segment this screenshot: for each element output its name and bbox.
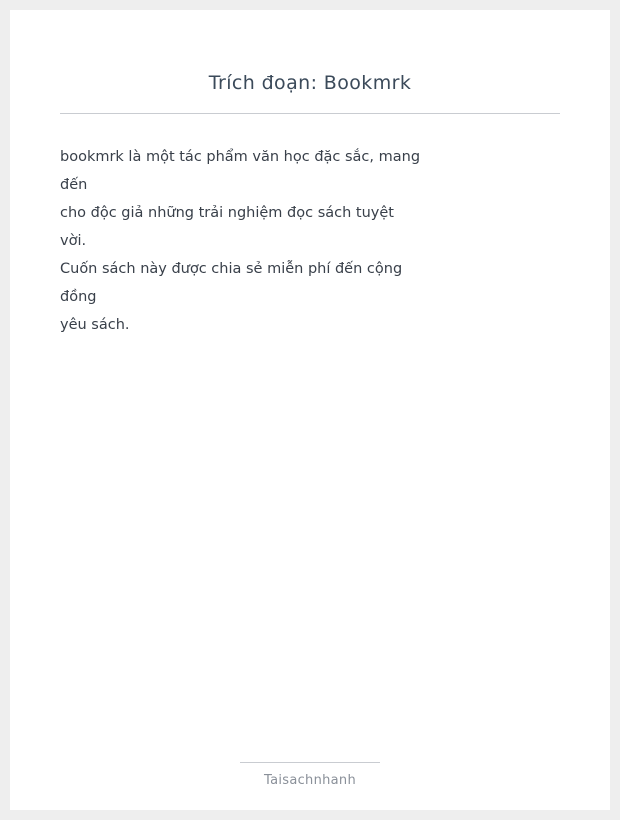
document-page bbox=[10, 10, 610, 810]
excerpt-line: đến bbox=[60, 177, 88, 193]
excerpt-body bbox=[60, 143, 560, 339]
title-divider bbox=[60, 113, 560, 114]
excerpt-line: Cuốn sách này được chia sẻ miễn phí đến cộng bbox=[60, 261, 403, 277]
footer-divider bbox=[240, 762, 380, 763]
footer-label: Taisachnhanh bbox=[263, 773, 357, 788]
excerpt-line: bookmrk là một tác phẩm văn học đặc sắc, mang bbox=[60, 149, 421, 165]
page-title: Trích đoạn: Bookmrk bbox=[208, 72, 412, 94]
excerpt-line: cho độc giả những trải nghiệm đọc sách tuyệt bbox=[60, 205, 394, 221]
excerpt-line: đồng bbox=[60, 289, 97, 305]
excerpt-line: yêu sách. bbox=[60, 317, 130, 333]
page-footer bbox=[10, 762, 610, 788]
excerpt-line: vời. bbox=[60, 233, 87, 249]
